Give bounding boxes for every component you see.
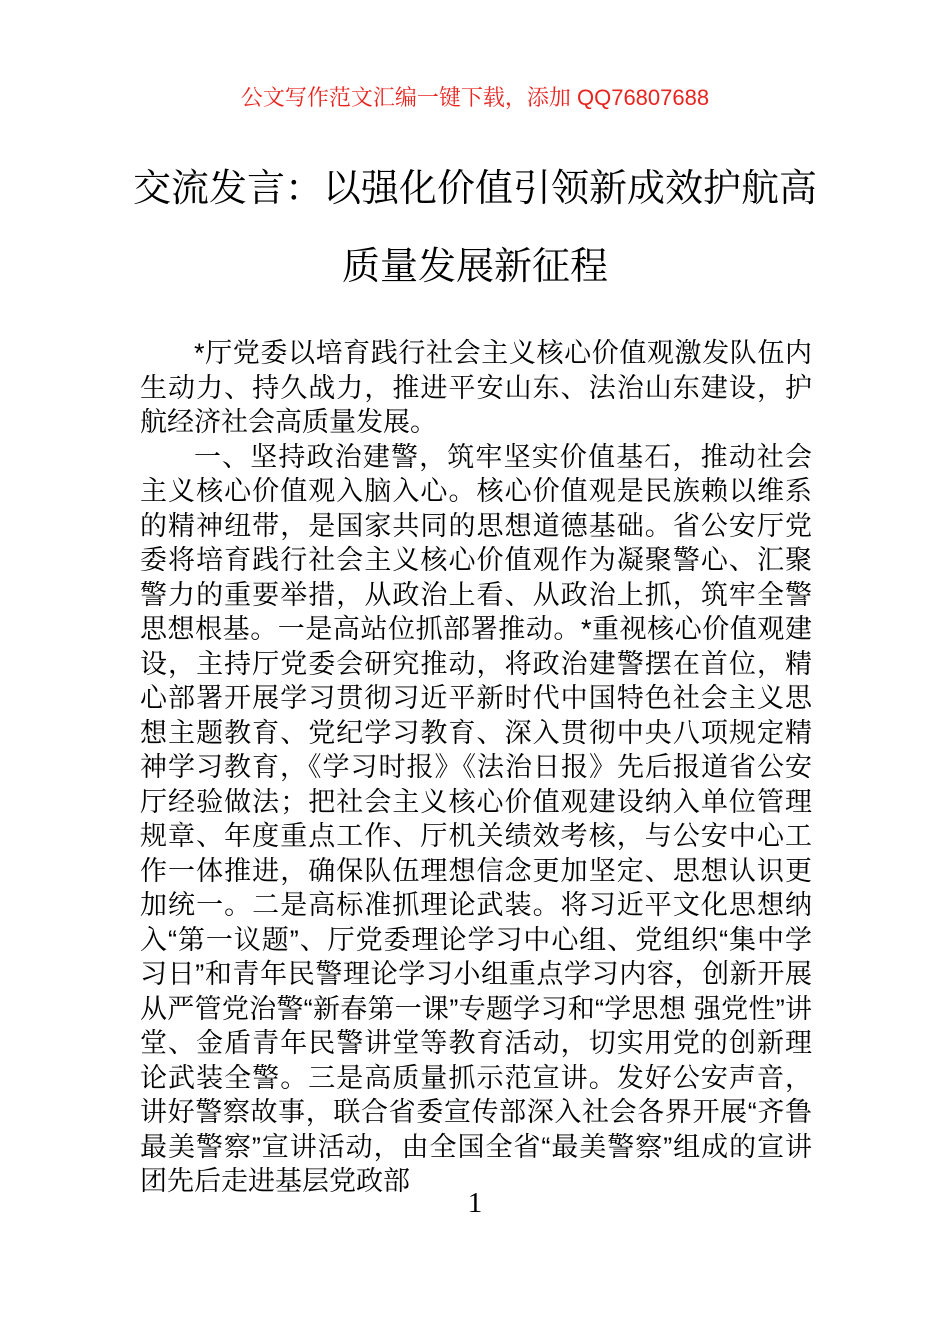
document-title [125, 150, 825, 306]
document-body [140, 336, 812, 1199]
header-notice: 公文写作范文汇编一键下载，添加 QQ76807688 [240, 85, 710, 110]
page-number: 1 [467, 1187, 483, 1219]
paragraph-intro: *厅党委以培育践行社会主义核心价值观激发队伍内生动力、持久战力，推进平安山东、法治山东建设，护航经济社会高质量发展。 [140, 338, 812, 437]
document-title-line-2: 质量发展新征程 [341, 246, 608, 288]
paragraph-section-one: 一、坚持政治建警，筑牢坚实价值基石，推动社会主义核心价值观入脑入心。核心价值观是民族赖以维系的精神纽带，是国家共同的思想道德基础。省公安厅党委将培育践行社会主义核心价值观作为凝聚警心、汇聚警力的重要举措，从政治上看、从政治上抓，筑牢全警思想根基。一是高站位抓部署推动。*重视核心价值观建设，主持厅党委会研究推动，将政治建警摆在首位，精心部署开展学习贯彻习近平新时代中国特色社会主义思想主题教育、党纪学习教育、深入贯彻中央八项规定精神学习教育，《学习时报》《法治日报》先后报道省公安厅经验做法；把社会主义核心价值观建设纳入单位管理规章、年度重点工作、厅机关绩效考核，与公安中心工作一体推进，确保队伍理想信念更加坚定、思想认识更加统一。二是高标准抓理论武装。将习近平文化思想纳入“第一议题”、厅党委理论学习中心组、党组织“集中学习日”和青年民警理论学习小组重点学习内容，创新开展从严管党治警“新春第一课”专题学习和“学思想 强党性”讲堂、金盾青年民警讲堂等教育活动，切实用党的创新理论武装全警。三是高质量抓示范宣讲。发好公安声音，讲好警察故事，联合省委宣传部深入社会各界开展“齐鲁最美警察”宣讲活动，由全国全省“最美警察”组成的宣讲团先后走进基层党政部 [140, 441, 812, 1196]
document-title-line-1: 交流发言：以强化价值引领新成效护航高 [132, 168, 817, 210]
